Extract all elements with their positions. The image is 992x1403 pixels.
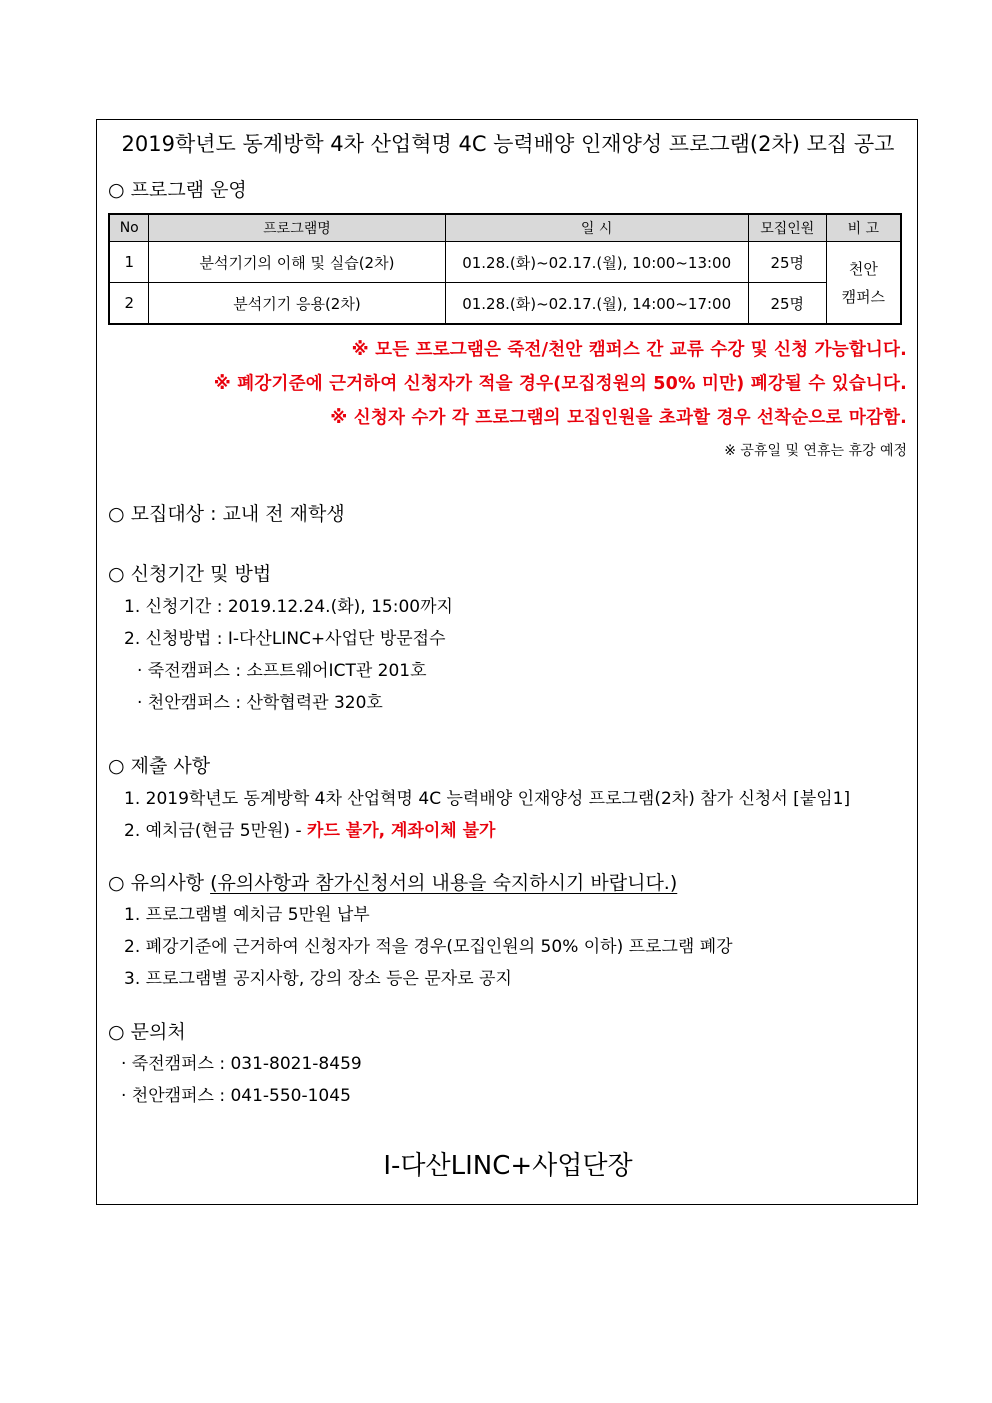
deposit-text: 2. 예치금(현금 5만원) - — [124, 821, 308, 841]
col-header-datetime: 일 시 — [445, 214, 748, 242]
table-row — [109, 242, 901, 283]
row-program-name: 분석기기의 이해 및 실습(2차) — [149, 242, 445, 283]
payment-restriction: 카드 불가, 계좌이체 불가 — [307, 821, 496, 841]
row-capacity: 25명 — [748, 283, 826, 325]
caution-item-1: 1. 프로그램별 예치금 5만원 납부 — [124, 905, 370, 925]
row-capacity: 25명 — [748, 242, 826, 283]
application-method: 2. 신청방법 : I-다산LINC+사업단 방문접수 — [124, 629, 446, 649]
col-header-name: 프로그램명 — [149, 214, 445, 242]
row-program-name: 분석기기 응용(2차) — [149, 283, 445, 325]
application-period: 1. 신청기간 : 2019.12.24.(화), 15:00까지 — [124, 597, 453, 617]
caution-heading — [108, 868, 677, 895]
notice-exchange: ※ 모든 프로그램은 죽전/천안 캠퍼스 간 교류 수강 및 신청 가능합니다. — [351, 340, 907, 360]
col-header-remark: 비 고 — [826, 214, 901, 242]
contact-cheonan: · 천안캠퍼스 : 041-550-1045 — [121, 1086, 351, 1106]
contact-heading: ○ 문의처 — [108, 1021, 186, 1043]
row-no: 2 — [109, 283, 149, 325]
submission-item-1: 1. 2019학년도 동계방학 4차 산업혁명 4C 능력배양 인재양성 프로그램(2차) 참가 신청서 [붙임1] — [124, 789, 851, 809]
signature: I-다산LINC+사업단장 — [383, 1151, 633, 1181]
submission-item-2 — [124, 816, 495, 841]
application-cheonan: · 천안캠퍼스 : 산학협력관 320호 — [137, 693, 383, 713]
program-table — [108, 213, 902, 325]
caution-item-2: 2. 폐강기준에 근거하여 신청자가 적을 경우(모집인원의 50% 이하) 프로그램 폐강 — [124, 937, 733, 957]
caution-heading-label: ○ 유의사항 — [108, 872, 211, 894]
notice-first-come: ※ 신청자 수가 각 프로그램의 모집인원을 초과할 경우 선착순으로 마감함. — [330, 408, 907, 428]
program-heading: ○ 프로그램 운영 — [108, 179, 247, 201]
caution-heading-note: (유의사항과 참가신청서의 내용을 숙지하시기 바랍니다.) — [210, 872, 678, 894]
table-row — [109, 283, 901, 325]
row-no: 1 — [109, 242, 149, 283]
remark-line-2: 캠퍼스 — [841, 287, 886, 306]
row-datetime: 01.28.(화)~02.17.(월), 14:00~17:00 — [445, 283, 748, 325]
application-jukjeon: · 죽전캠퍼스 : 소프트웨어ICT관 201호 — [137, 661, 427, 681]
contact-jukjeon: · 죽전캠퍼스 : 031-8021-8459 — [121, 1054, 362, 1074]
notice-cancellation: ※ 폐강기준에 근거하여 신청자가 적을 경우(모집정원의 50% 미만) 폐강될 수 있습니다. — [213, 374, 907, 394]
col-header-capacity: 모집인원 — [748, 214, 826, 242]
document-title: 2019학년도 동계방학 4차 산업혁명 4C 능력배양 인재양성 프로그램(2차) 모집 공고 — [121, 132, 895, 156]
target-line: ○ 모집대상 : 교내 전 재학생 — [108, 503, 345, 525]
remark-line-1: 천안 — [848, 259, 878, 278]
row-remark — [826, 242, 901, 325]
table-header-row — [109, 214, 901, 242]
row-datetime: 01.28.(화)~02.17.(월), 10:00~13:00 — [445, 242, 748, 283]
col-header-no: No — [109, 214, 149, 242]
caution-item-3: 3. 프로그램별 공지사항, 강의 장소 등은 문자로 공지 — [124, 969, 512, 989]
submission-heading: ○ 제출 사항 — [108, 755, 211, 777]
notice-document — [96, 119, 918, 1205]
application-heading: ○ 신청기간 및 방법 — [108, 563, 272, 585]
holiday-note: ※ 공휴일 및 연휴는 휴강 예정 — [724, 443, 907, 459]
